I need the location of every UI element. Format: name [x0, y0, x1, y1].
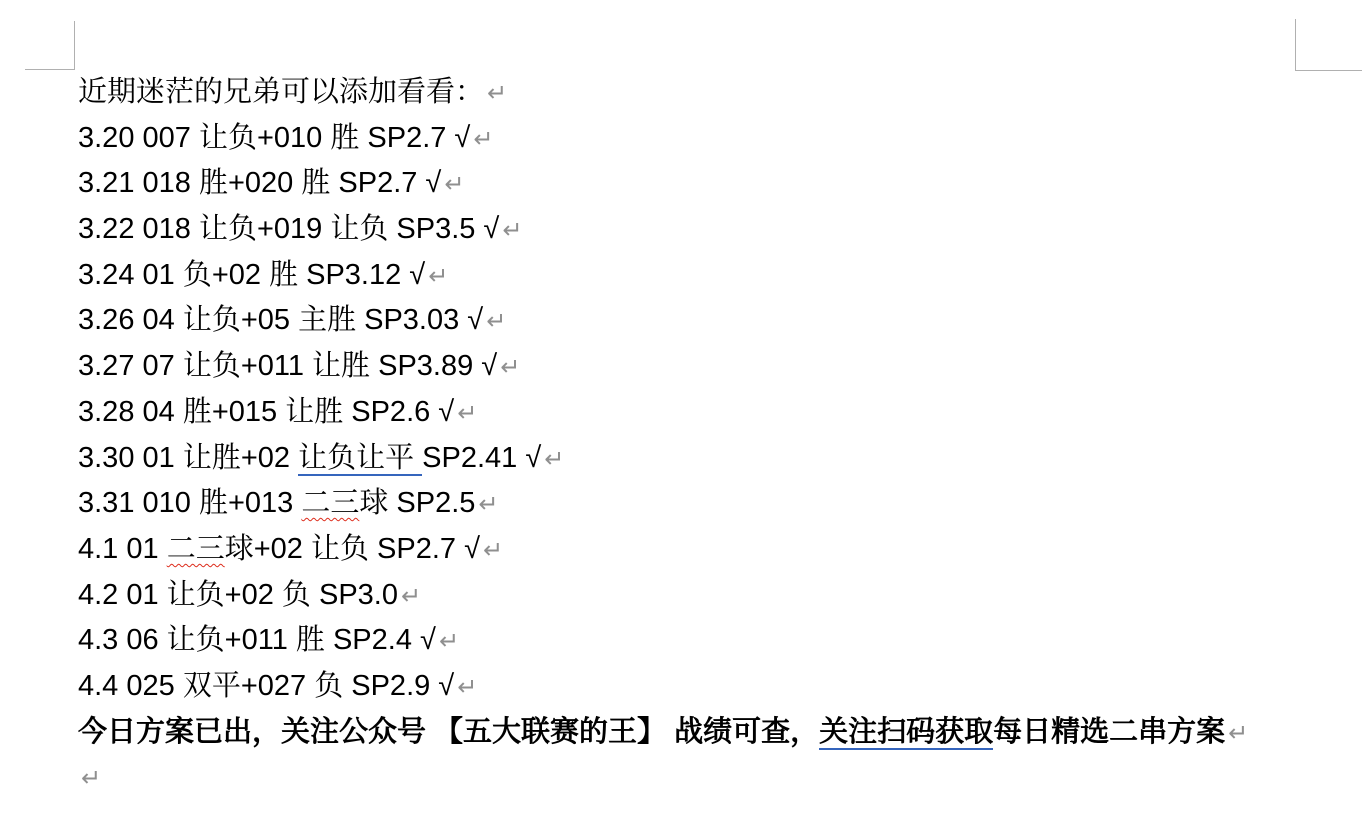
text-run: 3.31 010 胜+013 — [78, 487, 302, 520]
text-run: 球 SP2.5 — [359, 487, 476, 520]
paragraph-mark-icon: ↵ — [438, 628, 460, 656]
text-run: SP2.41 √ — [422, 441, 542, 474]
text-run: 3.26 04 让负+05 主胜 SP3.03 √ — [78, 304, 484, 337]
margin-crop-mark-top-left-horizontal — [25, 69, 75, 70]
text-run: 4.4 025 双平+027 负 SP2.9 √ — [78, 669, 455, 702]
text-run: 球+02 让负 SP2.7 √ — [224, 532, 480, 565]
paragraph-mark-icon: ↵ — [478, 491, 499, 519]
misspelled-run: 二三 — [166, 532, 225, 565]
text-run: 4.1 01 — [78, 532, 167, 565]
paragraph-mark-icon: ↵ — [482, 536, 504, 564]
paragraph — [78, 207, 1318, 253]
text-run: 3.22 018 让负+019 让负 SP3.5 √ — [78, 213, 500, 246]
text-run: 3.28 04 胜+015 让胜 SP2.6 √ — [78, 395, 455, 428]
text-run: 3.30 01 让胜+02 — [78, 441, 299, 474]
paragraph — [78, 390, 1318, 436]
paragraph-mark-icon: ↵ — [500, 354, 521, 382]
text-run: 近期迷茫的兄弟可以添加看看： — [78, 76, 485, 108]
paragraph-mark-icon: ↵ — [81, 765, 102, 793]
paragraph-mark-icon: ↵ — [457, 673, 478, 701]
paragraph-mark-icon: ↵ — [1228, 719, 1249, 747]
paragraph-mark-icon: ↵ — [473, 125, 494, 153]
paragraph-mark-icon: ↵ — [487, 80, 508, 107]
paragraph-mark-icon: ↵ — [457, 399, 478, 427]
paragraph — [78, 253, 1318, 299]
text-run: 4.3 06 让负+011 胜 SP2.4 √ — [78, 624, 436, 657]
paragraph — [78, 161, 1318, 207]
text-run: 3.20 007 让负+010 胜 SP2.7 √ — [78, 121, 471, 154]
paragraph-mark-icon: ↵ — [444, 171, 465, 199]
paragraph-mark-icon: ↵ — [428, 262, 449, 290]
paragraph-mark-icon: ↵ — [544, 445, 565, 473]
paragraph — [78, 481, 1318, 527]
paragraph — [78, 298, 1318, 344]
paragraph-mark-icon: ↵ — [401, 582, 422, 610]
margin-crop-mark-top-left-vertical — [74, 21, 75, 70]
underlined-run: 关注扫码获取 — [819, 715, 994, 748]
paragraph-mark-icon: ↵ — [502, 217, 523, 245]
text-run: 今日方案已出，关注公众号 【五大联赛的王】 战绩可查， — [78, 715, 820, 748]
paragraph — [78, 344, 1318, 390]
document-text-area[interactable] — [78, 70, 1318, 801]
paragraph — [78, 573, 1318, 619]
text-run: 3.27 07 让负+011 让胜 SP3.89 √ — [78, 350, 498, 383]
paragraph — [78, 664, 1318, 710]
paragraph — [78, 755, 1318, 801]
paragraph — [78, 116, 1318, 162]
text-run: 3.21 018 胜+020 胜 SP2.7 √ — [78, 167, 442, 200]
paragraph — [78, 70, 1318, 116]
paragraph — [78, 618, 1318, 664]
margin-crop-mark-top-right-vertical — [1295, 19, 1296, 71]
text-run: 4.2 01 让负+02 负 SP3.0 — [78, 578, 398, 611]
underlined-run: 让负让平 — [298, 441, 423, 474]
paragraph — [78, 436, 1318, 482]
misspelled-run: 二三 — [301, 487, 360, 520]
paragraph — [78, 710, 1318, 756]
paragraph — [78, 527, 1318, 573]
paragraph-mark-icon: ↵ — [486, 308, 507, 336]
text-run: 3.24 01 负+02 胜 SP3.12 √ — [78, 258, 426, 291]
text-run: 每日精选二串方案 — [993, 715, 1226, 748]
